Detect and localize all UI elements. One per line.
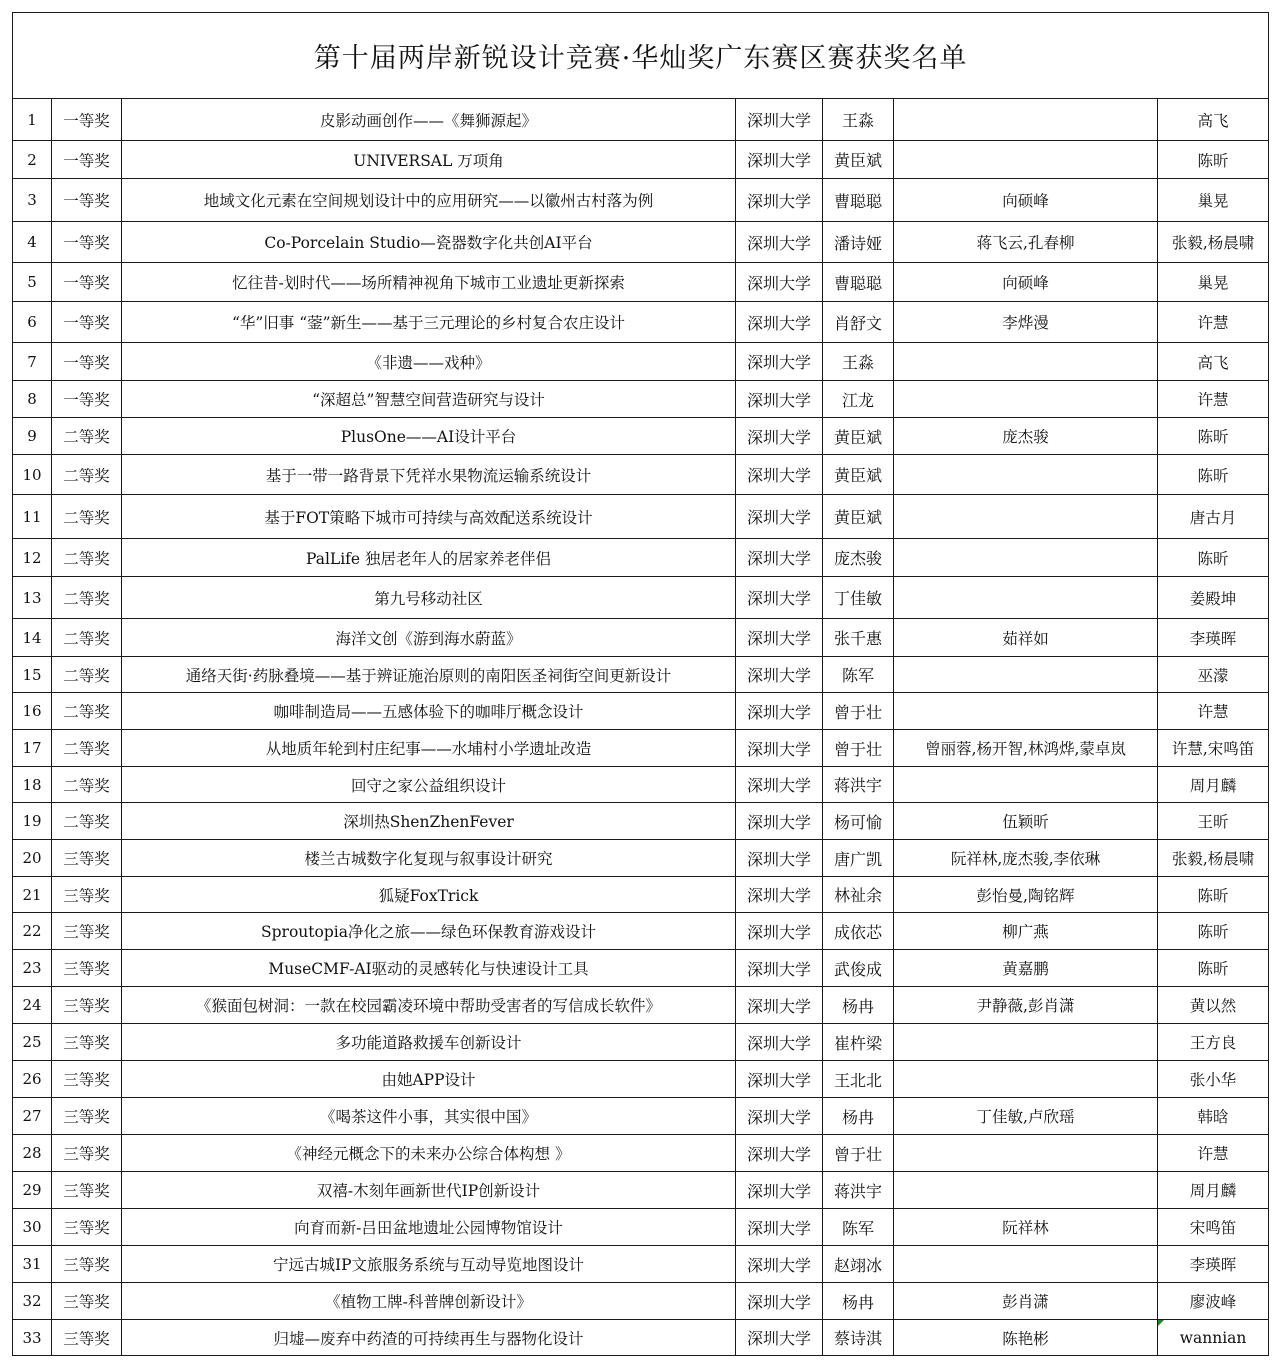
cell-advisor: 张毅,杨晨啸 xyxy=(1158,840,1269,877)
cell-project: UNIVERSAL 万项角 xyxy=(122,141,736,179)
cell-number: 32 xyxy=(13,1283,52,1320)
table-row xyxy=(13,1098,1269,1135)
cell-members: 茹祥如 xyxy=(894,619,1158,657)
cell-school: 深圳大学 xyxy=(736,877,823,913)
table-row xyxy=(13,693,1269,730)
cell-number: 19 xyxy=(13,803,52,840)
cell-advisor: 陈昕 xyxy=(1158,950,1269,987)
table-row xyxy=(13,840,1269,877)
cell-number: 24 xyxy=(13,987,52,1024)
cell-advisor: 张毅,杨晨啸 xyxy=(1158,222,1269,263)
cell-number: 3 xyxy=(13,179,52,222)
cell-members xyxy=(894,343,1158,381)
cell-project: 地域文化元素在空间规划设计中的应用研究——以徽州古村落为例 xyxy=(122,179,736,222)
cell-project: 海洋文创《游到海水蔚蓝》 xyxy=(122,619,736,657)
cell-school: 深圳大学 xyxy=(736,381,823,418)
cell-members xyxy=(894,1246,1158,1283)
table-row xyxy=(13,913,1269,950)
cell-number: 5 xyxy=(13,263,52,302)
table-row xyxy=(13,1135,1269,1172)
cell-members xyxy=(894,141,1158,179)
cell-number: 20 xyxy=(13,840,52,877)
cell-student: 赵翊冰 xyxy=(823,1246,894,1283)
cell-student: 庞杰骏 xyxy=(823,539,894,577)
cell-advisor: 廖波峰 xyxy=(1158,1283,1269,1320)
cell-advisor: 周月麟 xyxy=(1158,1172,1269,1209)
cell-project: 《猴面包树洞：一款在校园霸凌环境中帮助受害者的写信成长软件》 xyxy=(122,987,736,1024)
table-row xyxy=(13,263,1269,302)
cell-student: 潘诗娅 xyxy=(823,222,894,263)
cell-comment-marker xyxy=(1158,1320,1164,1326)
cell-award: 二等奖 xyxy=(52,619,122,657)
cell-student: 陈军 xyxy=(823,1209,894,1246)
cell-project: 由她APP设计 xyxy=(122,1061,736,1098)
cell-members: 黄嘉鹏 xyxy=(894,950,1158,987)
page-title: 第十届两岸新锐设计竞赛·华灿奖广东赛区赛获奖名单 xyxy=(13,13,1269,99)
table-row xyxy=(13,302,1269,343)
cell-student: 丁佳敏 xyxy=(823,577,894,619)
cell-number: 12 xyxy=(13,539,52,577)
cell-student: 江龙 xyxy=(823,381,894,418)
cell-school: 深圳大学 xyxy=(736,730,823,767)
cell-number: 16 xyxy=(13,693,52,730)
table-row xyxy=(13,539,1269,577)
table-row xyxy=(13,657,1269,693)
cell-members: 向硕峰 xyxy=(894,179,1158,222)
table-row xyxy=(13,1209,1269,1246)
cell-award: 一等奖 xyxy=(52,99,122,141)
cell-number: 17 xyxy=(13,730,52,767)
cell-members xyxy=(894,99,1158,141)
table-row xyxy=(13,1320,1269,1356)
cell-student: 蔡诗淇 xyxy=(823,1320,894,1356)
cell-award: 三等奖 xyxy=(52,987,122,1024)
table-row xyxy=(13,1024,1269,1061)
cell-student: 黄臣斌 xyxy=(823,455,894,495)
table-row xyxy=(13,950,1269,987)
cell-advisor: 陈昕 xyxy=(1158,877,1269,913)
cell-award: 二等奖 xyxy=(52,418,122,455)
cell-project: 宁远古城IP文旅服务系统与互动导览地图设计 xyxy=(122,1246,736,1283)
cell-school: 深圳大学 xyxy=(736,657,823,693)
cell-student: 唐广凯 xyxy=(823,840,894,877)
cell-project: 向育而新-吕田盆地遗址公园博物馆设计 xyxy=(122,1209,736,1246)
cell-school: 深圳大学 xyxy=(736,1320,823,1356)
cell-number: 11 xyxy=(13,495,52,539)
cell-project: MuseCMF-AI驱动的灵感转化与快速设计工具 xyxy=(122,950,736,987)
cell-student: 王淼 xyxy=(823,343,894,381)
cell-advisor: 高飞 xyxy=(1158,343,1269,381)
cell-student: 武俊成 xyxy=(823,950,894,987)
cell-advisor: 陈昕 xyxy=(1158,455,1269,495)
cell-award: 二等奖 xyxy=(52,730,122,767)
cell-members xyxy=(894,577,1158,619)
cell-award: 二等奖 xyxy=(52,577,122,619)
cell-members xyxy=(894,657,1158,693)
cell-award: 三等奖 xyxy=(52,840,122,877)
cell-award: 一等奖 xyxy=(52,343,122,381)
cell-award: 二等奖 xyxy=(52,495,122,539)
cell-members: 陈艳彬 xyxy=(894,1320,1158,1356)
cell-school: 深圳大学 xyxy=(736,913,823,950)
cell-award: 三等奖 xyxy=(52,1061,122,1098)
cell-project: 从地质年轮到村庄纪事——水埔村小学遗址改造 xyxy=(122,730,736,767)
cell-school: 深圳大学 xyxy=(736,1061,823,1098)
cell-student: 成依芯 xyxy=(823,913,894,950)
cell-project: PlusOne——AI设计平台 xyxy=(122,418,736,455)
cell-school: 深圳大学 xyxy=(736,141,823,179)
table-row xyxy=(13,1061,1269,1098)
cell-school: 深圳大学 xyxy=(736,577,823,619)
cell-school: 深圳大学 xyxy=(736,1098,823,1135)
cell-project: 第九号移动社区 xyxy=(122,577,736,619)
cell-advisor: 陈昕 xyxy=(1158,913,1269,950)
cell-school: 深圳大学 xyxy=(736,179,823,222)
cell-award: 二等奖 xyxy=(52,693,122,730)
table-row xyxy=(13,99,1269,141)
award-table xyxy=(12,12,1269,1356)
cell-project: 回守之家公益组织设计 xyxy=(122,767,736,803)
cell-award: 一等奖 xyxy=(52,179,122,222)
table-row xyxy=(13,803,1269,840)
cell-members xyxy=(894,539,1158,577)
cell-project: “深超总”智慧空间营造研究与设计 xyxy=(122,381,736,418)
cell-award: 一等奖 xyxy=(52,141,122,179)
cell-project: 通络天街·药脉叠境——基于辨证施治原则的南阳医圣祠街空间更新设计 xyxy=(122,657,736,693)
cell-award: 三等奖 xyxy=(52,913,122,950)
cell-project: 狐疑FoxTrick xyxy=(122,877,736,913)
cell-school: 深圳大学 xyxy=(736,99,823,141)
cell-school: 深圳大学 xyxy=(736,1246,823,1283)
cell-school: 深圳大学 xyxy=(736,1172,823,1209)
cell-advisor: 许慧 xyxy=(1158,1135,1269,1172)
cell-advisor: 许慧 xyxy=(1158,381,1269,418)
cell-project: 双禧-木刻年画新世代IP创新设计 xyxy=(122,1172,736,1209)
cell-advisor: 巢晃 xyxy=(1158,263,1269,302)
cell-award: 二等奖 xyxy=(52,455,122,495)
cell-award: 一等奖 xyxy=(52,381,122,418)
table-row xyxy=(13,1172,1269,1209)
cell-members: 阮祥林 xyxy=(894,1209,1158,1246)
cell-number: 1 xyxy=(13,99,52,141)
cell-student: 杨冉 xyxy=(823,1283,894,1320)
cell-student: 王北北 xyxy=(823,1061,894,1098)
cell-advisor: 王方良 xyxy=(1158,1024,1269,1061)
cell-award: 三等奖 xyxy=(52,1283,122,1320)
cell-number: 30 xyxy=(13,1209,52,1246)
cell-number: 22 xyxy=(13,913,52,950)
table-row xyxy=(13,877,1269,913)
cell-project: 《植物工牌-科普牌创新设计》 xyxy=(122,1283,736,1320)
cell-project: 皮影动画创作——《舞狮源起》 xyxy=(122,99,736,141)
cell-advisor: 宋鸣笛 xyxy=(1158,1209,1269,1246)
cell-project: 基于FOT策略下城市可持续与高效配送系统设计 xyxy=(122,495,736,539)
cell-student: 黄臣斌 xyxy=(823,495,894,539)
cell-advisor: 陈昕 xyxy=(1158,539,1269,577)
cell-members: 彭怡曼,陶铭辉 xyxy=(894,877,1158,913)
table-row xyxy=(13,1283,1269,1320)
table-row xyxy=(13,730,1269,767)
cell-number: 7 xyxy=(13,343,52,381)
cell-school: 深圳大学 xyxy=(736,619,823,657)
cell-student: 曾于壮 xyxy=(823,1135,894,1172)
cell-school: 深圳大学 xyxy=(736,222,823,263)
cell-number: 29 xyxy=(13,1172,52,1209)
cell-school: 深圳大学 xyxy=(736,1135,823,1172)
cell-number: 14 xyxy=(13,619,52,657)
cell-advisor: 李瑛晖 xyxy=(1158,1246,1269,1283)
cell-student: 蒋洪宇 xyxy=(823,1172,894,1209)
cell-members xyxy=(894,767,1158,803)
table-row xyxy=(13,179,1269,222)
award-rows xyxy=(13,99,1269,1356)
cell-student: 杨冉 xyxy=(823,987,894,1024)
cell-members xyxy=(894,381,1158,418)
cell-number: 10 xyxy=(13,455,52,495)
cell-project: 楼兰古城数字化复现与叙事设计研究 xyxy=(122,840,736,877)
cell-advisor: 周月麟 xyxy=(1158,767,1269,803)
cell-award: 一等奖 xyxy=(52,302,122,343)
cell-award: 三等奖 xyxy=(52,950,122,987)
cell-award: 三等奖 xyxy=(52,1209,122,1246)
cell-student: 张千惠 xyxy=(823,619,894,657)
cell-project: 归墟—废弃中药渣的可持续再生与器物化设计 xyxy=(122,1320,736,1356)
cell-school: 深圳大学 xyxy=(736,302,823,343)
cell-members xyxy=(894,1024,1158,1061)
cell-award: 三等奖 xyxy=(52,1024,122,1061)
cell-number: 4 xyxy=(13,222,52,263)
table-row xyxy=(13,141,1269,179)
cell-school: 深圳大学 xyxy=(736,418,823,455)
cell-school: 深圳大学 xyxy=(736,1209,823,1246)
cell-number: 26 xyxy=(13,1061,52,1098)
cell-members: 彭肖潇 xyxy=(894,1283,1158,1320)
cell-award: 三等奖 xyxy=(52,1172,122,1209)
cell-award: 一等奖 xyxy=(52,222,122,263)
table-row xyxy=(13,1246,1269,1283)
table-row xyxy=(13,418,1269,455)
cell-school: 深圳大学 xyxy=(736,1283,823,1320)
table-row xyxy=(13,987,1269,1024)
cell-project: “华”旧事 “蓥”新生——基于三元理论的乡村复合农庄设计 xyxy=(122,302,736,343)
table-row xyxy=(13,343,1269,381)
cell-school: 深圳大学 xyxy=(736,840,823,877)
cell-number: 25 xyxy=(13,1024,52,1061)
cell-number: 18 xyxy=(13,767,52,803)
table-row xyxy=(13,455,1269,495)
cell-project: 基于一带一路背景下凭祥水果物流运输系统设计 xyxy=(122,455,736,495)
cell-school: 深圳大学 xyxy=(736,1024,823,1061)
cell-members: 庞杰骏 xyxy=(894,418,1158,455)
cell-project: 《神经元概念下的未来办公综合体构想 》 xyxy=(122,1135,736,1172)
cell-number: 8 xyxy=(13,381,52,418)
cell-advisor: 许慧 xyxy=(1158,302,1269,343)
cell-advisor: 巢晃 xyxy=(1158,179,1269,222)
cell-number: 9 xyxy=(13,418,52,455)
cell-members xyxy=(894,1061,1158,1098)
cell-number: 21 xyxy=(13,877,52,913)
table-row xyxy=(13,381,1269,418)
cell-project: 忆往昔-划时代——场所精神视角下城市工业遗址更新探索 xyxy=(122,263,736,302)
cell-number: 31 xyxy=(13,1246,52,1283)
cell-project: PalLife 独居老年人的居家养老伴侣 xyxy=(122,539,736,577)
cell-members: 柳广燕 xyxy=(894,913,1158,950)
cell-award: 三等奖 xyxy=(52,1246,122,1283)
cell-members: 伍颖昕 xyxy=(894,803,1158,840)
cell-student: 陈军 xyxy=(823,657,894,693)
cell-number: 33 xyxy=(13,1320,52,1356)
cell-advisor: 姜殿坤 xyxy=(1158,577,1269,619)
table-row xyxy=(13,577,1269,619)
award-list-sheet xyxy=(12,12,1268,1356)
cell-members: 尹静薇,彭肖潇 xyxy=(894,987,1158,1024)
cell-advisor: 李瑛晖 xyxy=(1158,619,1269,657)
cell-advisor: 陈昕 xyxy=(1158,141,1269,179)
table-row xyxy=(13,619,1269,657)
table-row xyxy=(13,222,1269,263)
cell-number: 28 xyxy=(13,1135,52,1172)
cell-student: 曹聪聪 xyxy=(823,179,894,222)
cell-members: 向硕峰 xyxy=(894,263,1158,302)
cell-school: 深圳大学 xyxy=(736,987,823,1024)
cell-school: 深圳大学 xyxy=(736,767,823,803)
cell-student: 黄臣斌 xyxy=(823,141,894,179)
cell-advisor: 唐古月 xyxy=(1158,495,1269,539)
cell-advisor: 许慧,宋鸣笛 xyxy=(1158,730,1269,767)
cell-advisor: 黄以然 xyxy=(1158,987,1269,1024)
cell-members xyxy=(894,495,1158,539)
cell-members: 李烨漫 xyxy=(894,302,1158,343)
cell-student: 崔杵梁 xyxy=(823,1024,894,1061)
cell-school: 深圳大学 xyxy=(736,343,823,381)
cell-school: 深圳大学 xyxy=(736,950,823,987)
cell-award: 三等奖 xyxy=(52,1098,122,1135)
cell-student: 杨冉 xyxy=(823,1098,894,1135)
cell-student: 林祉余 xyxy=(823,877,894,913)
cell-award: 二等奖 xyxy=(52,539,122,577)
cell-number: 23 xyxy=(13,950,52,987)
cell-student: 曹聪聪 xyxy=(823,263,894,302)
cell-project: 《喝茶这件小事，其实很中国》 xyxy=(122,1098,736,1135)
cell-members: 阮祥林,庞杰骏,李依琳 xyxy=(894,840,1158,877)
cell-number: 2 xyxy=(13,141,52,179)
cell-school: 深圳大学 xyxy=(736,263,823,302)
cell-student: 杨可愉 xyxy=(823,803,894,840)
cell-award: 二等奖 xyxy=(52,803,122,840)
table-row xyxy=(13,495,1269,539)
cell-advisor: 巫濛 xyxy=(1158,657,1269,693)
cell-award: 二等奖 xyxy=(52,767,122,803)
cell-school: 深圳大学 xyxy=(736,539,823,577)
cell-members: 蒋飞云,孔春柳 xyxy=(894,222,1158,263)
cell-advisor: 张小华 xyxy=(1158,1061,1269,1098)
cell-award: 三等奖 xyxy=(52,877,122,913)
cell-project: 深圳热ShenZhenFever xyxy=(122,803,736,840)
cell-project: 咖啡制造局——五感体验下的咖啡厅概念设计 xyxy=(122,693,736,730)
cell-award: 二等奖 xyxy=(52,657,122,693)
table-row xyxy=(13,767,1269,803)
cell-project: 多功能道路救援车创新设计 xyxy=(122,1024,736,1061)
cell-project: 《非遗——戏种》 xyxy=(122,343,736,381)
cell-student: 曾于壮 xyxy=(823,693,894,730)
cell-advisor: 韩晗 xyxy=(1158,1098,1269,1135)
cell-student: 黄臣斌 xyxy=(823,418,894,455)
cell-number: 15 xyxy=(13,657,52,693)
cell-members xyxy=(894,1135,1158,1172)
cell-advisor: 陈昕 xyxy=(1158,418,1269,455)
cell-student: 肖舒文 xyxy=(823,302,894,343)
cell-members: 曾丽蓉,杨开智,林鸿烨,蒙卓岚 xyxy=(894,730,1158,767)
cell-members xyxy=(894,1172,1158,1209)
cell-award: 三等奖 xyxy=(52,1320,122,1356)
cell-members xyxy=(894,693,1158,730)
cell-advisor: wannian xyxy=(1158,1320,1269,1356)
cell-award: 三等奖 xyxy=(52,1135,122,1172)
cell-advisor: 许慧 xyxy=(1158,693,1269,730)
cell-school: 深圳大学 xyxy=(736,803,823,840)
cell-award: 一等奖 xyxy=(52,263,122,302)
cell-advisor: 王昕 xyxy=(1158,803,1269,840)
cell-project: Sproutopia净化之旅——绿色环保教育游戏设计 xyxy=(122,913,736,950)
cell-school: 深圳大学 xyxy=(736,495,823,539)
cell-school: 深圳大学 xyxy=(736,455,823,495)
cell-project: Co-Porcelain Studio—瓷器数字化共创AI平台 xyxy=(122,222,736,263)
cell-school: 深圳大学 xyxy=(736,693,823,730)
cell-number: 13 xyxy=(13,577,52,619)
cell-members xyxy=(894,455,1158,495)
cell-student: 王淼 xyxy=(823,99,894,141)
cell-members: 丁佳敏,卢欣瑶 xyxy=(894,1098,1158,1135)
cell-student: 蒋洪宇 xyxy=(823,767,894,803)
cell-number: 27 xyxy=(13,1098,52,1135)
cell-advisor: 高飞 xyxy=(1158,99,1269,141)
cell-student: 曾于壮 xyxy=(823,730,894,767)
cell-number: 6 xyxy=(13,302,52,343)
